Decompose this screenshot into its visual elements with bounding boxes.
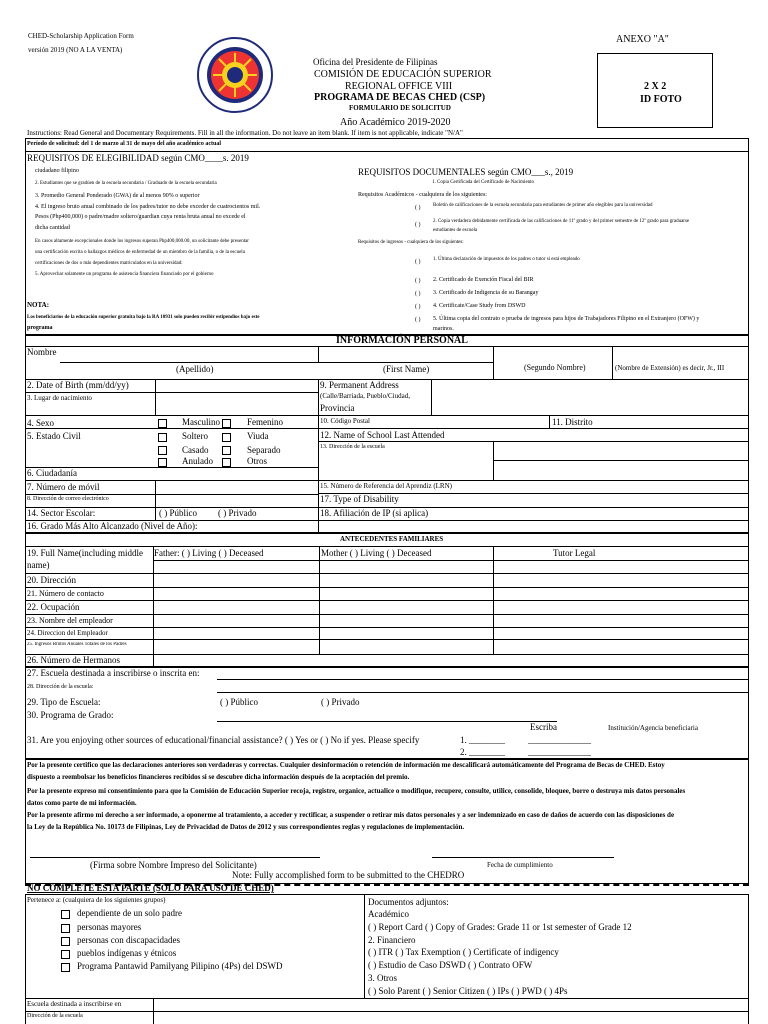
eligibility-item-1: ciudadano filipino [35, 168, 79, 174]
single-checkbox[interactable] [158, 433, 167, 442]
family-employer-address-label: 24. Direccion del Empleador [27, 629, 108, 637]
academic-year: Año Académico 2019-2020 [340, 117, 451, 128]
doc-ofw-a: 5. Última copia del contrato o prueba de ingresos para hijos de Trabajadores Filipino en el Extranjero (OFW) y [433, 316, 700, 322]
others-options[interactable]: ( ) Solo Parent ( ) Senior Citizen ( ) IPs ( ) PWD ( ) 4Ps [368, 986, 568, 996]
declaration-line-2: dispuesto a reembolsar los beneficios financieros recibidos si se descubre dicha información después de la aceptación del premio. [27, 773, 410, 781]
others-label: Otros [247, 456, 267, 466]
family-address-label: 20. Dirección [27, 575, 76, 585]
assistance-entry-1[interactable]: 1. ________ [460, 735, 505, 745]
photo-size: 2 X 2 [644, 81, 667, 92]
doc-birth-cert: 1. Copia Certificada del Certificado de Nacimiento [432, 180, 535, 185]
intended-school-label: 27. Escuela destinada a inscribirse o inscrita en: [27, 668, 200, 678]
separated-checkbox[interactable] [222, 446, 231, 455]
name-label: Nombre [27, 347, 57, 357]
belongs-label: Pertenece a: (cualquiera de los siguientes grupos) [27, 896, 166, 904]
lrn-label: 15. Número de Referencia del Aprendiz (LRN) [320, 482, 452, 490]
single-label: Soltero [182, 431, 208, 441]
mother-status[interactable]: Mother ( ) Living ( ) Deceased [321, 548, 432, 558]
single-parent-checkbox[interactable] [61, 910, 70, 919]
disability-label: 17. Type of Disability [320, 494, 399, 504]
permanent-address-label: 9. Permanent Address [320, 380, 399, 390]
financial-options-1[interactable]: ( ) ITR ( ) Tax Exemption ( ) Certificate of indigency [368, 947, 559, 957]
family-occupation-label: 22. Ocupación [27, 602, 80, 612]
assistance-question: 31. Are you enjoying other sources of educational/financial assistance? ( ) Yes or ( ) No if yes. Please specify [27, 735, 420, 745]
eligibility-item-3: 3. Promedio General Ponderado (GWA) de al menos 90% o superior [35, 193, 200, 199]
mobile-label: 7. Número de móvil [27, 482, 100, 492]
eligibility-exception-b: una certificación escrita o hallazgos médicos de enfermedad de un miembro de la familia, o de la escuela [35, 250, 245, 255]
eligibility-title: REQUISITOS DE ELEGIBILIDAD según CMO____s. 2019 [27, 153, 249, 163]
group-senior: personas mayores [77, 922, 142, 932]
doc-checkbox[interactable]: ( ) [415, 304, 421, 310]
assistance-agency-2[interactable]: ______________ [528, 747, 591, 757]
doc-checkbox[interactable]: ( ) [415, 222, 421, 228]
male-label: Masculino [182, 417, 220, 427]
office-school-address-label: Dirección de la escuela [27, 1013, 83, 1019]
annulled-checkbox[interactable] [158, 458, 167, 467]
ip-checkbox[interactable] [61, 950, 70, 959]
signature-line[interactable] [30, 857, 320, 858]
ip-affiliation-label: 18. Afiliación de IP (si aplica) [320, 508, 429, 518]
doc-grades-b: estudiantes de escuela [433, 228, 478, 233]
doc-academic-title: Requisitos Académicos - cualquiera de los siguientes: [358, 192, 487, 198]
doc-grades-a: 2. Copia verdadera debidamente certificada de las calificaciones de 11º grado y del primer semestre de 12º grado para graduarse [433, 219, 690, 224]
pwd-checkbox[interactable] [61, 937, 70, 946]
district-label: 11. Distrito [552, 417, 593, 427]
instructions: Instructions: Read General and Documentary Requirements. Fill in all the information. Do not leave an item blank. If item is not applicable, indicate "N/A" [27, 129, 463, 137]
commission-name: COMISIÓN DE EDUCACIÓN SUPERIOR [314, 69, 492, 80]
academic-options[interactable]: ( ) Report Card ( ) Copy of Grades: Grade 11 or 1st semester of Grade 12 [368, 922, 632, 932]
separated-label: Separado [247, 445, 281, 455]
eligibility-item-4c: dicha cantidad [35, 225, 70, 231]
attached-docs-label: Documentos adjuntos: [368, 897, 449, 907]
group-4ps: Programa Pantawid Pamilyang Pilipino (4Ps) del DSWD [77, 961, 283, 971]
doc-report-card: Boletín de calificaciones de la escuela secundaria para estudiantes de primer año elegibles para la universidad [433, 203, 653, 208]
note-title: NOTA: [27, 301, 50, 309]
program-name: PROGRAMA DE BECAS CHED (CSP) [314, 92, 486, 103]
form-version: versión 2019 (NO A LA VENTA) [28, 46, 123, 54]
firstname-label: (First Name) [383, 364, 430, 374]
doc-indigency: 3. Certificado de Indigencia de su Barangay [433, 290, 539, 296]
province-label: Provincia [320, 403, 355, 413]
academic-label: Académico [368, 909, 409, 919]
school-type-private[interactable]: ( ) Privado [321, 697, 360, 707]
4ps-checkbox[interactable] [61, 963, 70, 972]
eligibility-item-4b: Pesos (Php400,000) o padre/madre soltero/guardian cuya renta bruta anual no excede el [35, 214, 246, 220]
female-checkbox[interactable] [222, 419, 231, 428]
siblings-label: 26. Número de Hermanos [27, 655, 120, 665]
family-employer-label: 23. Nombre del empleador [27, 616, 113, 625]
office-name: Oficina del Presidente de Filipinas [313, 57, 438, 67]
school-type-label: 29. Tipo de Escuela: [27, 697, 101, 707]
eligibility-item-2: 2. Estudiantes que se gradúen de la escuela secundaria / Graduado de la escuela secundaria [35, 181, 217, 186]
assistance-entry-2[interactable]: 2. ________ [460, 747, 505, 757]
widow-checkbox[interactable] [222, 433, 231, 442]
guardian-label: Tutor Legal [553, 548, 596, 558]
school-address-label: 13. Dirección de la escuela [320, 444, 385, 450]
school-name-label: 12. Name of School Last Attended [320, 430, 445, 440]
ched-seal-logo [196, 36, 274, 114]
write-label: Escriba [530, 722, 557, 732]
assistance-agency-1[interactable]: ______________ [528, 735, 591, 745]
eligibility-exception-c: certificaciones de dos o más dependientes matriculados en la universidad: [35, 261, 183, 266]
zip-label: 10. Código Postal [320, 417, 370, 425]
declaration-line-4: datos como parte de mi información. [27, 799, 137, 807]
eligibility-item-5: 5. Aprovechar solamente un programa de asistencia financiera financiado por el gobierno [35, 272, 214, 277]
fullname-label-b: name) [27, 560, 50, 570]
middlename-label: (Segundo Nombre) [524, 363, 586, 372]
form-title: CHED-Scholarship Application Form [28, 32, 134, 40]
office-use-title: NO COMPLETE ESTA PARTE (SOLO PARA USO DE CHED) [27, 883, 274, 893]
agency-label: Institución/Agencia beneficiaria [608, 724, 698, 732]
photo-label: ID FOTO [640, 94, 682, 105]
civil-status-label: 5. Estado Civil [27, 431, 81, 441]
sector-private[interactable]: ( ) Privado [218, 508, 257, 518]
others-checkbox[interactable] [222, 458, 231, 467]
doc-dswd: 4. Certificate/Case Study from DSWD [433, 303, 526, 309]
doc-bir: 2. Certificado de Exención Fiscal del BIR [433, 277, 534, 283]
date-line[interactable] [432, 857, 614, 858]
citizenship-label: 6. Ciudadanía [27, 468, 77, 478]
note-text-a: Los beneficiarios de la educación superior gratuita bajo la RA 10931 solo pueden recibir estipendios bajo este [27, 315, 260, 320]
email-label: 8. Dirección de correo electrónico [27, 496, 109, 502]
declaration-line-3: Por la presente expreso mi consentimiento para que la Comisión de Educación Superior recoja, registre, organice, actualice o modifique, recupere, consulte, utilice, consolide, bloquee, borre o destruya mis datos personales [27, 787, 686, 795]
office-school-label: Escuela destinada a inscribirse en [27, 1000, 122, 1008]
submission-note: Note: Fully accomplished form to be submitted to the CHEDRO [232, 870, 465, 880]
declaration-line-5: Por la presente afirmo mi derecho a ser informado, a oponerme al tratamiento, a acceder y rectificar, a suspender o retirar mis datos personales y a ser indemnizado en caso de daños de acuerdo con las disposiciones de [27, 811, 675, 819]
doc-checkbox[interactable]: ( ) [415, 259, 421, 265]
doc-checkbox[interactable]: ( ) [415, 278, 421, 284]
form-name: FORMULARIO DE SOLICITUD [349, 104, 451, 112]
region-name: REGIONAL OFFICE VIII [345, 81, 453, 92]
family-contact-label: 21. Número de contacto [27, 589, 104, 598]
married-label: Casado [182, 445, 209, 455]
eligibility-item-4a: 4. El ingreso bruto anual combinado de los padres/tutor no debe exceder de cuatrocientos mil. [35, 204, 261, 210]
extension-label: (Nombre de Extensión) es decir, Jr., III [615, 364, 725, 372]
application-period: Período de solicitud: del 1 de marzo al 31 de mayo del año académico actual [27, 141, 221, 147]
group-ip: pueblos indígenas y étnicos [77, 948, 177, 958]
dob-label: 2. Date of Birth (mm/dd/yy) [27, 380, 129, 390]
male-checkbox[interactable] [158, 419, 167, 428]
others-label: 3. Otros [368, 973, 397, 983]
doc-ofw-b: marinos. [433, 326, 454, 332]
intended-school-address-label: 28. Dirección de la escuela: [27, 684, 94, 690]
doc-income-title: Requisitos de ingresos - cualquiera de los siguientes: [358, 240, 464, 245]
degree-program-label: 30. Programa de Grado: [27, 710, 114, 720]
school-type-public[interactable]: ( ) Público [220, 697, 258, 707]
female-label: Femenino [247, 417, 283, 427]
eligibility-exception-a: En casos altamente excepcionales donde los ingresos superan Php400,000.00, un solicitante debe presentar [35, 239, 249, 244]
group-single-parent: dependiente de un solo padre [77, 908, 182, 918]
sector-public[interactable]: ( ) Público [159, 508, 197, 518]
married-checkbox[interactable] [158, 446, 167, 455]
senior-checkbox[interactable] [61, 924, 70, 933]
highest-grade-label: 16. Grado Más Alto Alcanzado (Nivel de Año): [27, 521, 198, 531]
doc-itr: 1. Última declaración de impuestos de los padres o tutor si está empleado [433, 257, 580, 262]
group-pwd: personas con discapacidades [77, 935, 180, 945]
annex-label: ANEXO "A" [616, 34, 669, 45]
annulled-label: Anulado [182, 456, 213, 466]
personal-info-title: INFORMACIÓN PERSONAL [336, 335, 468, 346]
doc-checkbox[interactable]: ( ) [415, 317, 421, 323]
date-label: Fecha de cumplimiento [487, 861, 553, 869]
address-sub-label: (Calle/Barriada, Pueblo/Ciudad, [320, 392, 411, 400]
father-status[interactable]: Father: ( ) Living ( ) Deceased [154, 548, 264, 558]
pob-label: 3. Lugar de nacimiento [27, 394, 92, 402]
doc-checkbox[interactable]: ( ) [415, 291, 421, 297]
declaration-line-1: Por la presente certifico que las declaraciones anteriores son verdaderas y correctas. Cualquier desinformación o retención de información me descalificará automáticamente del Programa de Becas de CHED. Estoy [27, 761, 665, 769]
school-sector-label: 14. Sector Escolar: [27, 508, 96, 518]
widow-label: Viuda [247, 431, 269, 441]
family-income-label: 25. Ingresos Brutos Anuales Totales de los Padres [27, 642, 127, 647]
doc-checkbox[interactable]: ( ) [415, 205, 421, 211]
financial-options-2[interactable]: ( ) Estudio de Caso DSWD ( ) Contrato OFW [368, 960, 533, 970]
surname-label: (Apellido) [176, 364, 214, 374]
sex-label: 4. Sexo [27, 418, 54, 428]
family-title: ANTECEDENTES FAMILIARES [340, 535, 444, 543]
financial-label: 2. Financiero [368, 935, 416, 945]
signature-label: (Firma sobre Nombre Impreso del Solicitante) [90, 860, 257, 870]
note-text-b: programa [27, 325, 53, 331]
documents-title: REQUISITOS DOCUMENTALES según CMO___s., 2019 [358, 167, 574, 177]
declaration-line-6: la Ley de la República No. 10173 de Filipinas, Ley de Privacidad de Datos de 2012 y sus correspondientes reglas y regulaciones de implementación. [27, 823, 465, 831]
fullname-label-a: 19. Full Name(including middle [27, 548, 143, 558]
